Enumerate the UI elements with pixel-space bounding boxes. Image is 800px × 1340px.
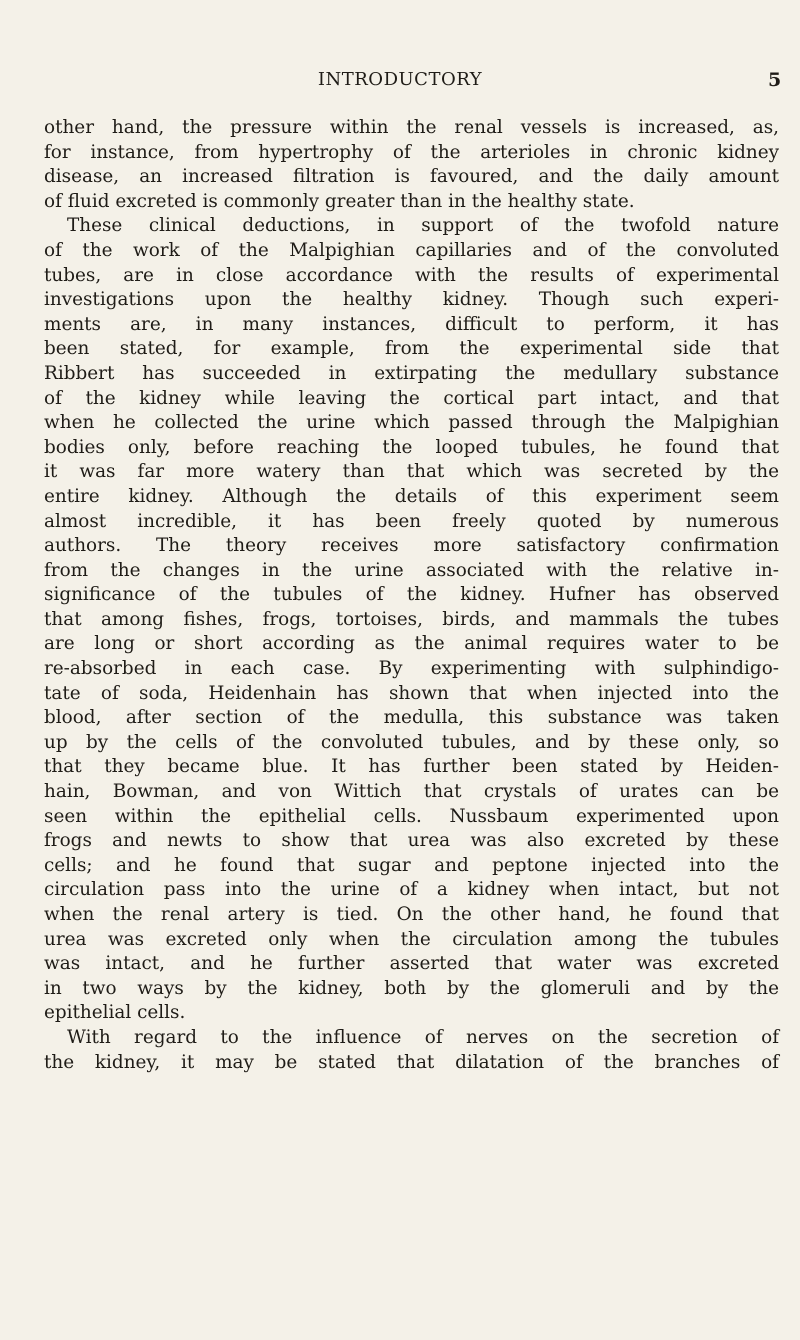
text-line: when the renal artery is tied. On the other hand, he found that: [44, 904, 779, 925]
text-line: ments are, in many instances, difficult to perform, it has: [44, 313, 779, 335]
text-line: authors. The theory receives more satisfactory confirmation: [44, 535, 779, 557]
text-line: of fluid excreted is commonly greater than in the healthy state.: [44, 190, 635, 212]
text-line: that among fishes, frogs, tortoises, birds, and mammals the tubes: [44, 608, 779, 630]
text-line: With regard to the influence of nerves on the secretion of: [67, 1026, 779, 1048]
running-head: [0, 67, 800, 95]
text-line: re-absorbed in each case. By experimenting with sulphindigo-: [44, 658, 779, 680]
text-line: circulation pass into the urine of a kidney when intact, but not: [44, 879, 779, 901]
text-line: it was far more watery than that which was secreted by the: [44, 461, 779, 483]
text-line: Ribbert has succeeded in extirpating the medullary substance: [44, 362, 779, 384]
text-line: of the kidney while leaving the cortical part intact, and that: [44, 387, 779, 409]
text-line: that they became blue. It has further been stated by Heiden-: [44, 756, 779, 778]
text-line: been stated, for example, from the experimental side that: [44, 338, 779, 360]
text-line: cells; and he found that sugar and peptone injected into the: [44, 854, 779, 876]
text-line: urea was excreted only when the circulation among the tubules: [44, 928, 779, 950]
page-number: 5: [768, 69, 782, 91]
text-line: tate of soda, Heidenhain has shown that when injected into the: [44, 682, 779, 704]
text-line: investigations upon the healthy kidney. Though such experi-: [44, 289, 779, 311]
text-line: frogs and newts to show that urea was also excreted by these: [44, 830, 779, 852]
text-line: was intact, and he further asserted that water was excreted: [44, 953, 779, 975]
text-line: in two ways by the kidney, both by the glomeruli and by the: [44, 977, 779, 999]
text-line: blood, after section of the medulla, this substance was taken: [44, 707, 779, 729]
text-line: of the work of the Malpighian capillaries and of the convoluted: [44, 239, 779, 261]
text-line: bodies only, before reaching the looped tubules, he found that: [44, 436, 779, 458]
text-line: almost incredible, it has been freely quoted by numerous: [44, 510, 779, 532]
text-line: from the changes in the urine associated with the relative in-: [44, 559, 779, 581]
text-line: other hand, the pressure within the renal vessels is increased, as,: [44, 117, 779, 138]
text-line: the kidney, it may be stated that dilatation of the branches of: [44, 1051, 779, 1073]
text-line: tubes, are in close accordance with the results of experimental: [44, 264, 779, 286]
text-line: These clinical deductions, in support of the twofold nature: [67, 215, 779, 237]
text-line: when he collected the urine which passed through the Malpighian: [44, 412, 779, 434]
text-line: epithelial cells.: [44, 1002, 186, 1024]
text-line: entire kidney. Although the details of this experiment seem: [44, 485, 779, 507]
running-title: INTRODUCTORY: [317, 69, 483, 90]
text-line: seen within the epithelial cells. Nussbaum experimented upon: [44, 805, 779, 827]
body-text: [44, 116, 779, 1075]
text-line: significance of the tubules of the kidney. Hufner has observed: [44, 584, 779, 606]
text-line: hain, Bowman, and von Wittich that crystals of urates can be: [44, 781, 779, 803]
text-line: are long or short according as the animal requires water to be: [44, 633, 779, 655]
text-line: up by the cells of the convoluted tubules, and by these only, so: [44, 731, 779, 753]
text-line: disease, an increased filtration is favoured, and the daily amount: [44, 166, 779, 188]
text-line: for instance, from hypertrophy of the arterioles in chronic kidney: [44, 141, 779, 163]
